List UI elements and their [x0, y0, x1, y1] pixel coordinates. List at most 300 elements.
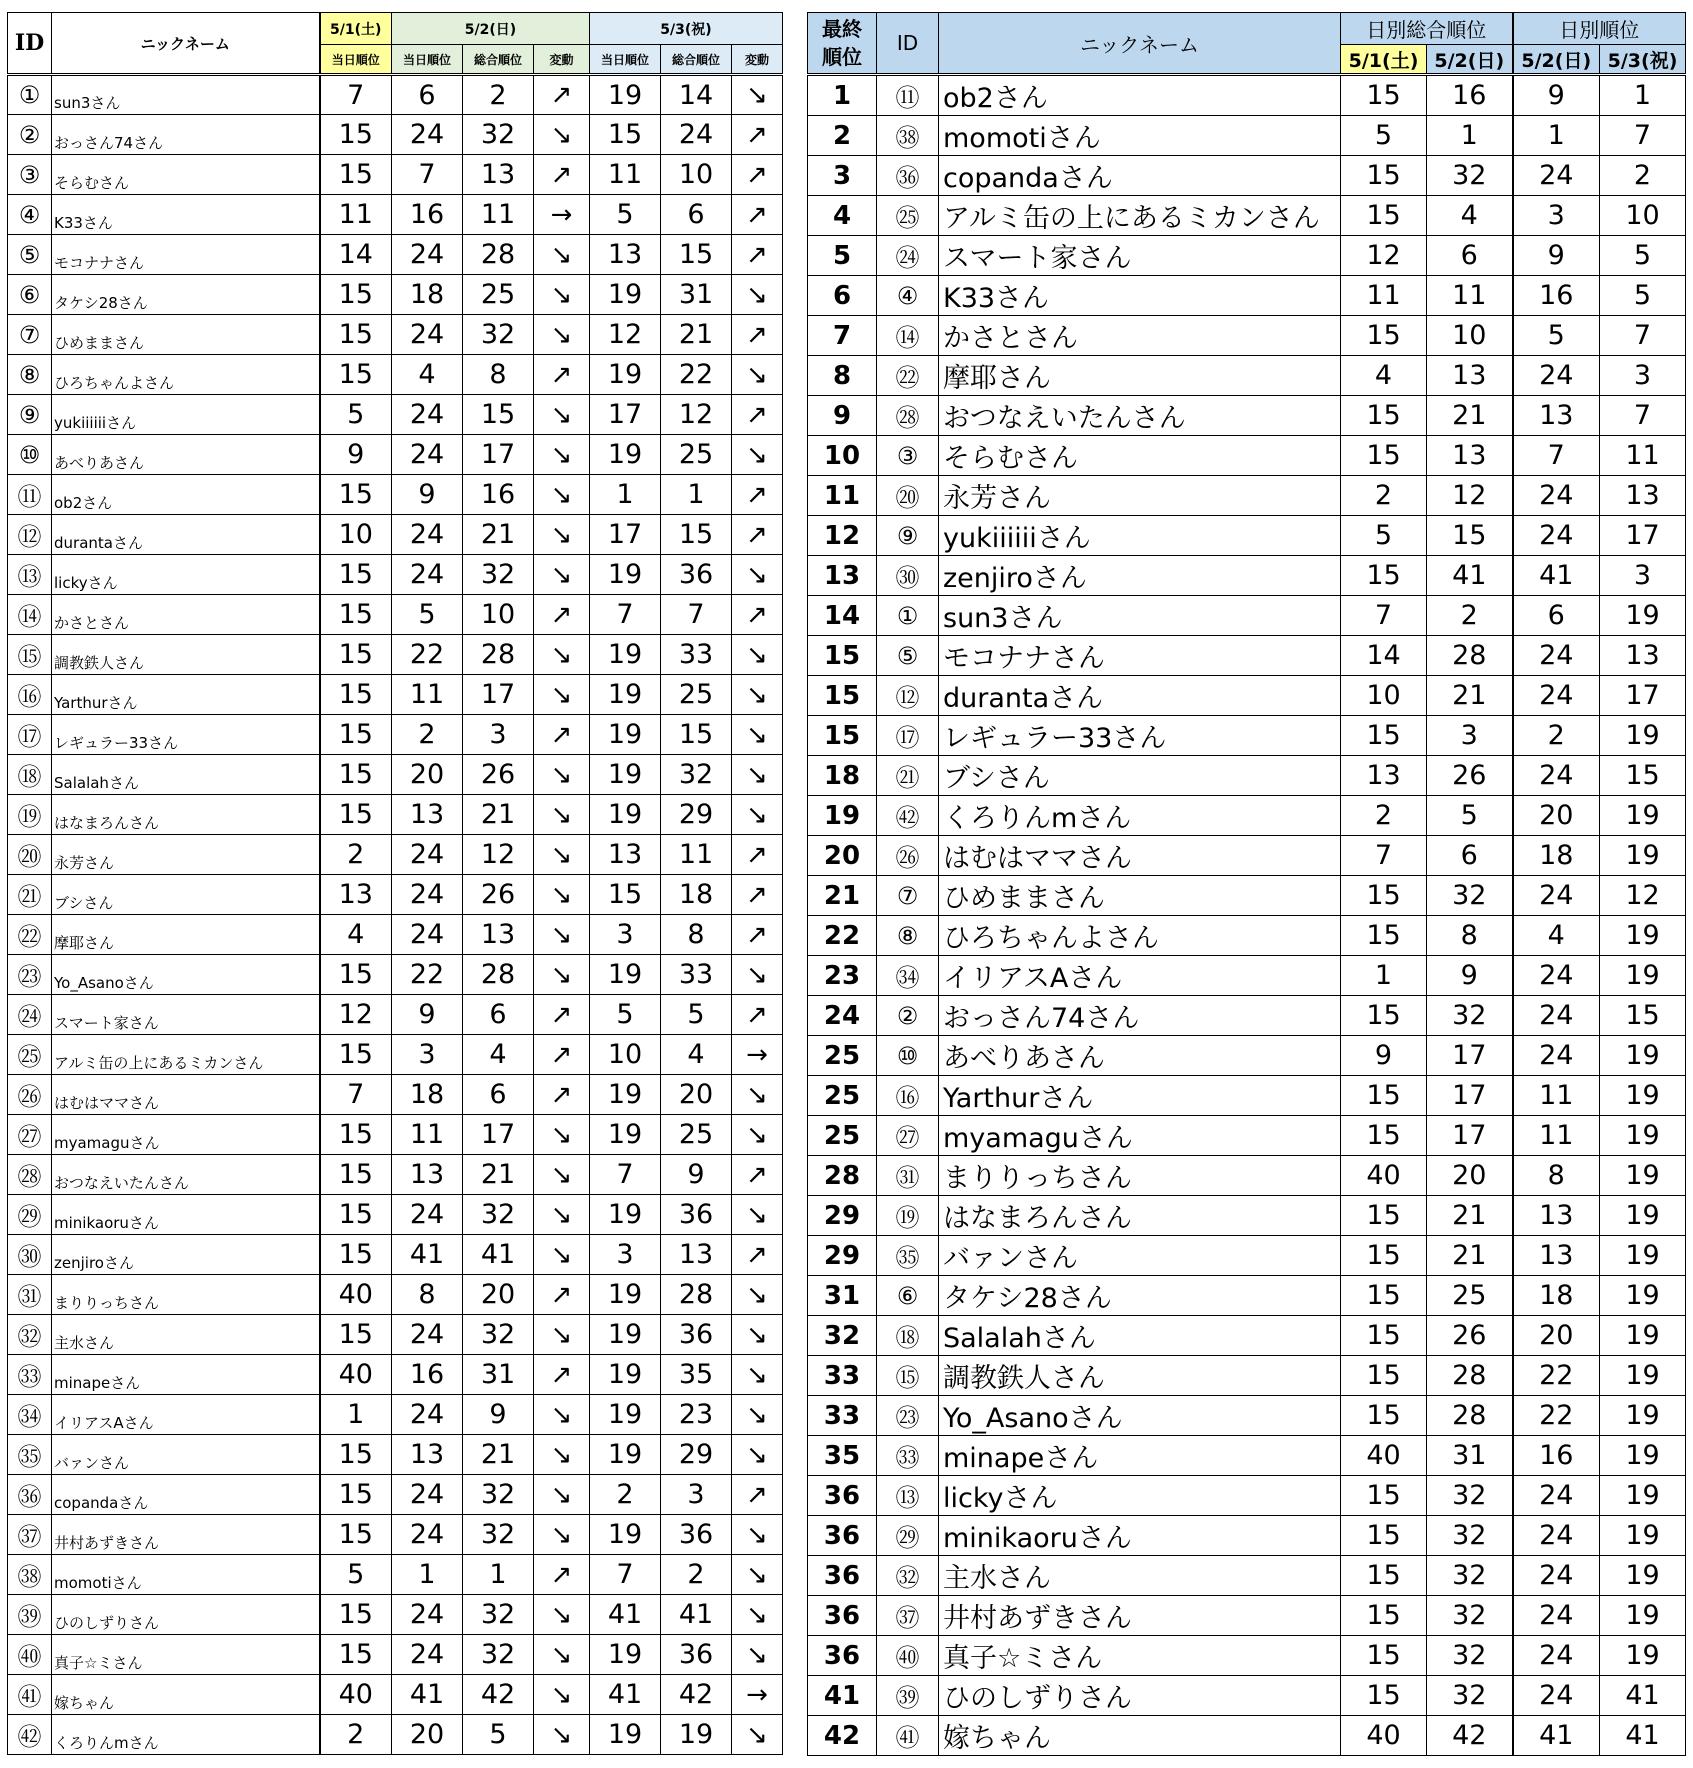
- nickname-cell: lickyさん: [939, 1476, 1341, 1516]
- day-rank-0502-cell: 20: [392, 1715, 463, 1755]
- final-rank-cell: 36: [808, 1636, 877, 1676]
- change-0502-cell: ↘: [534, 1435, 590, 1475]
- day-rank-0501-cell: 15: [320, 1315, 392, 1355]
- day-rank-0501-cell: 1: [320, 1395, 392, 1435]
- table-row: [808, 1196, 1686, 1236]
- total-rank-0501-cell: 40: [1341, 1156, 1427, 1196]
- id-cell: ㉗: [877, 1116, 939, 1156]
- day-rank-0501-cell: 15: [320, 1635, 392, 1675]
- table-row: [808, 196, 1686, 236]
- total-rank-0501-cell: 9: [1341, 1036, 1427, 1076]
- change-0502-cell: ↗: [534, 1355, 590, 1395]
- table-row: [808, 436, 1686, 476]
- id-cell: ㉑: [8, 875, 52, 915]
- table-row: [8, 755, 783, 795]
- day-rank-0501-cell: 40: [320, 1355, 392, 1395]
- table-row: [808, 1596, 1686, 1636]
- daily-rank-0502-cell: 24: [1513, 996, 1600, 1036]
- nickname-cell: はむはママさん: [52, 1075, 320, 1115]
- change-0502-cell: ↗: [534, 75, 590, 115]
- final-rank-cell: 7: [808, 316, 877, 356]
- nickname-cell: 主水さん: [939, 1556, 1341, 1596]
- change-0503-cell: ↘: [732, 355, 783, 395]
- table-row: [808, 916, 1686, 956]
- nickname-cell: 井村あずきさん: [52, 1515, 320, 1555]
- day-rank-0501-cell: 15: [320, 675, 392, 715]
- day-rank-0501-cell: 12: [320, 995, 392, 1035]
- table-row: [808, 756, 1686, 796]
- total-rank-0501-cell: 15: [1341, 1276, 1427, 1316]
- total-rank-0502-cell: 28: [1427, 636, 1513, 676]
- id-cell: ⑲: [877, 1196, 939, 1236]
- day-rank-0501-cell: 15: [320, 315, 392, 355]
- change-0502-cell: ↘: [534, 475, 590, 515]
- id-cell: ㊶: [8, 1675, 52, 1715]
- table-row: [8, 915, 783, 955]
- total-rank-0502-cell: 13: [1427, 436, 1513, 476]
- total-rank-0502-cell: 1: [463, 1555, 534, 1595]
- id-cell: ㊲: [8, 1515, 52, 1555]
- change-0503-cell: ↘: [732, 1635, 783, 1675]
- daily-rank-0502-cell: 24: [1513, 636, 1600, 676]
- id-cell: ㉘: [8, 1155, 52, 1195]
- nickname-cell: 真子☆ミさん: [939, 1636, 1341, 1676]
- table-row: [8, 1715, 783, 1755]
- id-cell: ⑱: [8, 755, 52, 795]
- id-cell: ㉓: [8, 955, 52, 995]
- day-rank-0502-cell: 18: [392, 275, 463, 315]
- table-row: [8, 1275, 783, 1315]
- id-cell: ②: [8, 115, 52, 155]
- nickname-cell: ob2さん: [52, 475, 320, 515]
- id-cell: ⑪: [877, 75, 939, 116]
- change-0503-cell: ↗: [732, 995, 783, 1035]
- table-row: [808, 1316, 1686, 1356]
- change-0502-cell: ↗: [534, 715, 590, 755]
- change-0502-cell: ↘: [534, 435, 590, 475]
- total-rank-0503-cell: 15: [661, 515, 732, 555]
- change-0502-cell: ↘: [534, 1595, 590, 1635]
- id-cell: ㉒: [877, 356, 939, 396]
- day-rank-0503-cell: 17: [590, 515, 661, 555]
- change-0502-cell: ↘: [534, 755, 590, 795]
- total-rank-0502-cell: 1: [1427, 116, 1513, 156]
- total-rank-0501-cell: 15: [1341, 916, 1427, 956]
- id-cell: ㊷: [8, 1715, 52, 1755]
- total-rank-0502-cell: 21: [463, 1435, 534, 1475]
- day-rank-0503-cell: 19: [590, 555, 661, 595]
- total-rank-0501-cell: 15: [1341, 1516, 1427, 1556]
- nickname-cell: バァンさん: [939, 1236, 1341, 1276]
- table-row: [8, 1155, 783, 1195]
- id-cell: ㊳: [877, 116, 939, 156]
- table-row: [8, 635, 783, 675]
- total-rank-0502-cell: 32: [1427, 156, 1513, 196]
- id-cell: ㉞: [8, 1395, 52, 1435]
- id-cell: ㊵: [8, 1635, 52, 1675]
- day-rank-0503-cell: 1: [590, 475, 661, 515]
- id-cell: ②: [877, 996, 939, 1036]
- nickname-cell: スマート家さん: [52, 995, 320, 1035]
- day-rank-0501-cell: 2: [320, 835, 392, 875]
- day-rank-0502-cell: 24: [392, 835, 463, 875]
- daily-rank-0503-cell: 10: [1600, 196, 1686, 236]
- id-cell: ④: [8, 195, 52, 235]
- nickname-cell: minikaoruさん: [939, 1516, 1341, 1556]
- daily-rank-0502-cell: 11: [1513, 1116, 1600, 1156]
- day-rank-0502-cell: 4: [392, 355, 463, 395]
- id-cell: ㉓: [877, 1396, 939, 1436]
- change-0503-cell: ↘: [732, 1595, 783, 1635]
- day-rank-0502-cell: 22: [392, 955, 463, 995]
- total-rank-0503-cell: 31: [661, 275, 732, 315]
- day-rank-0501-cell: 15: [320, 1595, 392, 1635]
- final-rank-cell: 15: [808, 676, 877, 716]
- day-rank-0503-cell: 19: [590, 355, 661, 395]
- nickname-cell: ひろちゃんよさん: [939, 916, 1341, 956]
- table-row: [8, 675, 783, 715]
- nickname-header: ニックネーム: [52, 13, 320, 75]
- day-rank-0501-cell: 10: [320, 515, 392, 555]
- table-row: [8, 1675, 783, 1715]
- daily-rank-0502-cell: 6: [1513, 596, 1600, 636]
- change-0503-cell: ↘: [732, 1355, 783, 1395]
- id-cell: ㊳: [8, 1555, 52, 1595]
- final-rank-cell: 36: [808, 1596, 877, 1636]
- total-rank-0502-cell: 32: [1427, 1476, 1513, 1516]
- daily-rank-0503-cell: 5: [1600, 236, 1686, 276]
- total-rank-0503-cell: 12: [661, 395, 732, 435]
- day-rank-0503-cell: 3: [590, 1235, 661, 1275]
- daily-rank-0502-cell: 18: [1513, 1276, 1600, 1316]
- id-cell: ③: [877, 436, 939, 476]
- table-row: [8, 955, 783, 995]
- final-rank-cell: 10: [808, 436, 877, 476]
- day-rank-0502-cell: 41: [392, 1235, 463, 1275]
- daily-rank-0502-cell: 5: [1513, 316, 1600, 356]
- daily-rank-0502-cell: 24: [1513, 1596, 1600, 1636]
- total-rank-0503-cell: 15: [661, 235, 732, 275]
- change-0502-cell: ↘: [534, 795, 590, 835]
- nickname-cell: yukiiiiiiさん: [52, 395, 320, 435]
- id-cell: ㉜: [877, 1556, 939, 1596]
- table-row: [8, 795, 783, 835]
- total-rank-0501-cell: 15: [1341, 1596, 1427, 1636]
- date-header-0502: 5/2(日): [1513, 45, 1600, 75]
- table-row: [808, 156, 1686, 196]
- day-rank-0501-cell: 15: [320, 595, 392, 635]
- id-cell: ⑤: [877, 636, 939, 676]
- nickname-cell: アルミ缶の上にあるミカンさん: [939, 196, 1341, 236]
- day-rank-0503-cell: 19: [590, 1115, 661, 1155]
- daily-rank-0502-cell: 16: [1513, 276, 1600, 316]
- date-header-0502: 5/2(日): [392, 13, 590, 45]
- change-0503-cell: ↘: [732, 555, 783, 595]
- daily-rank-0503-cell: 3: [1600, 556, 1686, 596]
- day-rank-0502-cell: 24: [392, 435, 463, 475]
- change-0503-cell: ↗: [732, 115, 783, 155]
- total-rank-0503-cell: 3: [661, 1475, 732, 1515]
- day-rank-0501-cell: 15: [320, 115, 392, 155]
- nickname-cell: タケシ28さん: [939, 1276, 1341, 1316]
- total-rank-0502-cell: 42: [463, 1675, 534, 1715]
- daily-rank-0502-cell: 7: [1513, 436, 1600, 476]
- final-rank-cell: 9: [808, 396, 877, 436]
- nickname-cell: バァンさん: [52, 1435, 320, 1475]
- nickname-cell: 主水さん: [52, 1315, 320, 1355]
- total-rank-0502-cell: 32: [1427, 1556, 1513, 1596]
- day-rank-0503-cell: 19: [590, 1715, 661, 1755]
- table-row: [8, 1315, 783, 1355]
- id-cell: ⑱: [877, 1316, 939, 1356]
- id-cell: ㊵: [877, 1636, 939, 1676]
- table-row: [808, 1356, 1686, 1396]
- table-row: [8, 355, 783, 395]
- daily-rank-0502-cell: 20: [1513, 796, 1600, 836]
- total-rank-0501-cell: 4: [1341, 356, 1427, 396]
- day-rank-0503-cell: 5: [590, 195, 661, 235]
- id-cell: ⑬: [877, 1476, 939, 1516]
- id-cell: ㉔: [8, 995, 52, 1035]
- id-cell: ㉚: [8, 1235, 52, 1275]
- final-rank-cell: 36: [808, 1556, 877, 1596]
- total-rank-0502-cell: 8: [463, 355, 534, 395]
- total-rank-0502-cell: 32: [463, 1475, 534, 1515]
- day-rank-0502-cell: 5: [392, 595, 463, 635]
- final-rank-cell: 4: [808, 196, 877, 236]
- daily-rank-0502-cell: 24: [1513, 676, 1600, 716]
- daily-rank-0503-cell: 19: [1600, 1596, 1686, 1636]
- total-rank-0502-cell: 32: [1427, 1516, 1513, 1556]
- day-rank-0501-cell: 15: [320, 755, 392, 795]
- daily-rank-0502-cell: 18: [1513, 836, 1600, 876]
- id-cell: ⑯: [877, 1076, 939, 1116]
- total-rank-0502-cell: 13: [463, 155, 534, 195]
- final-rank-cell: 41: [808, 1676, 877, 1716]
- nickname-cell: sun3さん: [52, 75, 320, 115]
- change-0502-cell: ↘: [534, 315, 590, 355]
- day-rank-0501-cell: 11: [320, 195, 392, 235]
- day-rank-0503-cell: 3: [590, 915, 661, 955]
- nickname-header: ニックネーム: [939, 13, 1341, 75]
- day-rank-0503-cell: 12: [590, 315, 661, 355]
- total-rank-0501-cell: 2: [1341, 476, 1427, 516]
- day-rank-0503-cell: 19: [590, 1435, 661, 1475]
- total-rank-0501-cell: 15: [1341, 996, 1427, 1036]
- change-0503-cell: ↗: [732, 235, 783, 275]
- daily-rank-0502-cell: 11: [1513, 1076, 1600, 1116]
- change-0502-cell: ↘: [534, 1155, 590, 1195]
- final-rank-cell: 23: [808, 956, 877, 996]
- total-rank-0501-cell: 7: [1341, 836, 1427, 876]
- id-cell: ㉖: [8, 1075, 52, 1115]
- change-0503-cell: ↗: [732, 595, 783, 635]
- total-rank-0503-cell: 36: [661, 1195, 732, 1235]
- total-rank-0502-cell: 26: [1427, 756, 1513, 796]
- change-0503-cell: ↘: [732, 715, 783, 755]
- total-rank-0502-cell: 3: [463, 715, 534, 755]
- final-rank-cell: 18: [808, 756, 877, 796]
- table-row: [808, 1556, 1686, 1596]
- nickname-cell: yukiiiiiiさん: [939, 516, 1341, 556]
- table-row: [8, 995, 783, 1035]
- nickname-cell: 井村あずきさん: [939, 1596, 1341, 1636]
- nickname-cell: K33さん: [52, 195, 320, 235]
- change-0502-cell: ↘: [534, 235, 590, 275]
- change-0502-cell: ↘: [534, 1315, 590, 1355]
- change-0502-cell: ↗: [534, 995, 590, 1035]
- total-rank-0502-cell: 13: [463, 915, 534, 955]
- id-cell: ⑲: [8, 795, 52, 835]
- total-rank-0503-cell: 7: [661, 595, 732, 635]
- total-rank-0501-cell: 15: [1341, 1476, 1427, 1516]
- id-cell: ⑮: [8, 635, 52, 675]
- final-rank-cell: 25: [808, 1036, 877, 1076]
- day-rank-0503-cell: 41: [590, 1595, 661, 1635]
- total-rank-0502-cell: 2: [463, 75, 534, 115]
- nickname-cell: 調教鉄人さん: [52, 635, 320, 675]
- table-row: [8, 1195, 783, 1235]
- day-rank-0501-cell: 15: [320, 795, 392, 835]
- daily-rank-0502-cell: 13: [1513, 1236, 1600, 1276]
- total-rank-0501-cell: 15: [1341, 1636, 1427, 1676]
- nickname-cell: 永芳さん: [939, 476, 1341, 516]
- change-0502-cell: ↘: [534, 955, 590, 995]
- id-cell: ㉕: [8, 1035, 52, 1075]
- table-row: [808, 236, 1686, 276]
- day-rank-0502-cell: 20: [392, 755, 463, 795]
- table-row: [808, 1396, 1686, 1436]
- change-0502-cell: ↘: [534, 1115, 590, 1155]
- nickname-cell: momotiさん: [939, 116, 1341, 156]
- daily-rank-0502-cell: 24: [1513, 516, 1600, 556]
- day-rank-0501-cell: 40: [320, 1275, 392, 1315]
- total-rank-0503-cell: 11: [661, 835, 732, 875]
- day-rank-0502-cell: 24: [392, 1315, 463, 1355]
- change-0502-cell: ↘: [534, 555, 590, 595]
- nickname-cell: ひのしずりさん: [939, 1676, 1341, 1716]
- daily-rank-0503-cell: 13: [1600, 476, 1686, 516]
- day-rank-0502-cell: 13: [392, 1435, 463, 1475]
- change-0502-cell: ↘: [534, 635, 590, 675]
- total-rank-0503-cell: 10: [661, 155, 732, 195]
- final-rank-cell: 25: [808, 1076, 877, 1116]
- change-0503-cell: ↗: [732, 1235, 783, 1275]
- day-rank-0503-cell: 19: [590, 1355, 661, 1395]
- total-rank-0501-cell: 40: [1341, 1436, 1427, 1476]
- total-rank-0502-cell: 9: [1427, 956, 1513, 996]
- id-cell: ⑧: [8, 355, 52, 395]
- total-rank-0503-cell: 25: [661, 435, 732, 475]
- change-0503-cell: ↗: [732, 1475, 783, 1515]
- daily-rank-0503-cell: 11: [1600, 436, 1686, 476]
- day-rank-0503-cell: 19: [590, 1075, 661, 1115]
- total-rank-0503-cell: 23: [661, 1395, 732, 1435]
- total-rank-0502-cell: 32: [1427, 1596, 1513, 1636]
- table-row: [8, 1595, 783, 1635]
- change-0502-cell: ↘: [534, 675, 590, 715]
- total-rank-0503-cell: 36: [661, 555, 732, 595]
- total-rank-0502-cell: 21: [463, 1155, 534, 1195]
- total-rank-0502-cell: 25: [463, 275, 534, 315]
- nickname-cell: Yo_Asanoさん: [52, 955, 320, 995]
- total-rank-0501-cell: 2: [1341, 796, 1427, 836]
- nickname-cell: minikaoruさん: [52, 1195, 320, 1235]
- total-rank-0503-cell: 36: [661, 1315, 732, 1355]
- day-rank-0503-cell: 19: [590, 715, 661, 755]
- nickname-cell: 真子☆ミさん: [52, 1635, 320, 1675]
- total-rank-0502-cell: 17: [1427, 1116, 1513, 1156]
- daily-rank-0503-cell: 17: [1600, 676, 1686, 716]
- daily-rank-0503-cell: 19: [1600, 1076, 1686, 1116]
- change-0502-cell: ↘: [534, 1235, 590, 1275]
- table-row: [808, 556, 1686, 596]
- daily-rank-0502-cell: 20: [1513, 1316, 1600, 1356]
- change-0503-cell: ↘: [732, 955, 783, 995]
- total-rank-0502-cell: 32: [463, 1635, 534, 1675]
- change-0502-cell: ↘: [534, 395, 590, 435]
- daily-rank-0503-cell: 7: [1600, 116, 1686, 156]
- total-rank-0501-cell: 15: [1341, 1076, 1427, 1116]
- nickname-cell: イリアスAさん: [939, 956, 1341, 996]
- change-0502-cell: ↘: [534, 1675, 590, 1715]
- daily-rank-0502-cell: 24: [1513, 1556, 1600, 1596]
- daily-rank-0502-cell: 41: [1513, 1716, 1600, 1756]
- day-rank-0501-cell: 15: [320, 475, 392, 515]
- day-rank-0503-cell: 41: [590, 1675, 661, 1715]
- final-rank-cell: 12: [808, 516, 877, 556]
- total-rank-0502-cell: 6: [1427, 236, 1513, 276]
- total-rank-0501-cell: 15: [1341, 196, 1427, 236]
- change-0503-cell: ↗: [732, 915, 783, 955]
- total-rank-0502-cell: 6: [463, 995, 534, 1035]
- total-rank-0503-cell: 20: [661, 1075, 732, 1115]
- table-row: [8, 1035, 783, 1075]
- day-rank-0503-cell: 19: [590, 635, 661, 675]
- daily-rank-0502-cell: 16: [1513, 1436, 1600, 1476]
- day-rank-0503-cell: 7: [590, 1155, 661, 1195]
- date-header-0503: 5/3(祝): [1600, 45, 1686, 75]
- total-rank-0501-cell: 14: [1341, 636, 1427, 676]
- daily-rank-0503-cell: 7: [1600, 316, 1686, 356]
- total-rank-0501-cell: 15: [1341, 1556, 1427, 1596]
- id-cell: ㊴: [877, 1676, 939, 1716]
- day-rank-header: 当日順位: [590, 45, 661, 75]
- day-rank-0502-cell: 6: [392, 75, 463, 115]
- total-rank-header: 総合順位: [463, 45, 534, 75]
- day-rank-0503-cell: 19: [590, 1275, 661, 1315]
- total-rank-0501-cell: 15: [1341, 1196, 1427, 1236]
- total-rank-0501-cell: 15: [1341, 1356, 1427, 1396]
- change-0503-cell: ↗: [732, 395, 783, 435]
- day-rank-0503-cell: 19: [590, 275, 661, 315]
- daily-rank-0503-cell: 19: [1600, 1516, 1686, 1556]
- table-row: [808, 636, 1686, 676]
- nickname-cell: イリアスAさん: [52, 1395, 320, 1435]
- nickname-cell: おつなえいたんさん: [939, 396, 1341, 436]
- id-cell: ㊶: [877, 1716, 939, 1756]
- date-header-0501: 5/1(土): [1341, 45, 1427, 75]
- table-row: [8, 515, 783, 555]
- total-rank-0503-cell: 42: [661, 1675, 732, 1715]
- id-cell: ④: [877, 276, 939, 316]
- day-rank-0501-cell: 15: [320, 1235, 392, 1275]
- table-row: [8, 1475, 783, 1515]
- table-row: [8, 1235, 783, 1275]
- day-rank-0502-cell: 9: [392, 995, 463, 1035]
- total-rank-0502-cell: 28: [463, 955, 534, 995]
- table-row: [808, 1076, 1686, 1116]
